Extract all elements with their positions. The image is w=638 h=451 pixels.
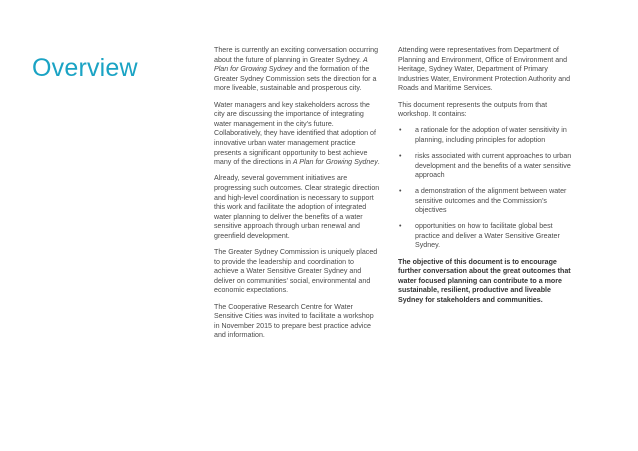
bullet-icon: •	[399, 126, 402, 135]
paragraph-water-managers: Water managers and key stakeholders across the city are discussing the importance of integrating water management in the city’s future. Collaboratively, they have identified that adoption of innovative urban water management practice presents a significant opportunity to best achieve many of the directions in A Plan for Growing Sydney.	[214, 100, 380, 167]
paragraph-contents: This document represents the outputs from that workshop. It contains:	[398, 100, 548, 119]
paragraph-initiatives: Already, several government initiatives are progressing such outcomes. Clear strategic direction and high-level coordination is necessary to support this work and facilitate the adoption of integrated water planning to deliver the benefits of a water sensitive approach through urban renewal and greenfield development.	[214, 174, 380, 240]
plan-title-italic: A Plan for Growing Sydney	[214, 55, 368, 74]
paragraph-attendees: Attending were representatives from Department of Planning and Environment, Office of Environment and Heritage, Sydney Water, Department of Primary Industries Water, Environment Protection Authority and Roads and Maritime Services.	[398, 46, 571, 93]
paragraph-objective: The objective of this document is to encourage further conversation about the great outcomes that water focused planning can contribute to a more sustainable, resilient, productive and liveable Sydney for stakeholders and communities.	[398, 257, 571, 305]
paragraph-commission: The Greater Sydney Commission is uniquely placed to provide the leadership and coordination to achieve a Water Sensitive Greater Sydney and deliver on communities’ social, environmental and economic expectations.	[214, 248, 378, 295]
bullet-icon: •	[399, 151, 402, 160]
list-item: • a demonstration of the alignment between water sensitive outcomes and the Commission’s objectives	[399, 187, 567, 215]
paragraph-crc: The Cooperative Research Centre for Water Sensitive Cities was invited to facilitate a workshop in November 2015 to prepare best practice advice and information.	[214, 302, 374, 340]
page-title: Overview	[32, 54, 138, 82]
bullet-icon: •	[399, 187, 402, 196]
text-column-left	[214, 46, 380, 348]
text-column-right	[398, 46, 576, 312]
list-item: • a rationale for the adoption of water sensitivity in planning, including principles for adoption	[399, 126, 567, 144]
list-item: • risks associated with current approaches to urban development and the benefits of a water sensitive approach	[399, 151, 572, 180]
list-item: • opportunities on how to facilitate global best practice and deliver a Water Sensitive Greater Sydney.	[399, 222, 560, 250]
paragraph-intro: There is currently an exciting conversation occurring about the future of planning in Greater Sydney. A Plan for Growing Sydney and the formation of the Greater Sydney Commission sets the direction for a more liveable, sustainable and prosperous city.	[214, 46, 379, 93]
contents-list	[398, 126, 576, 251]
bullet-icon: •	[399, 222, 402, 231]
plan-title-italic: A Plan for Growing Sydney	[292, 158, 378, 167]
